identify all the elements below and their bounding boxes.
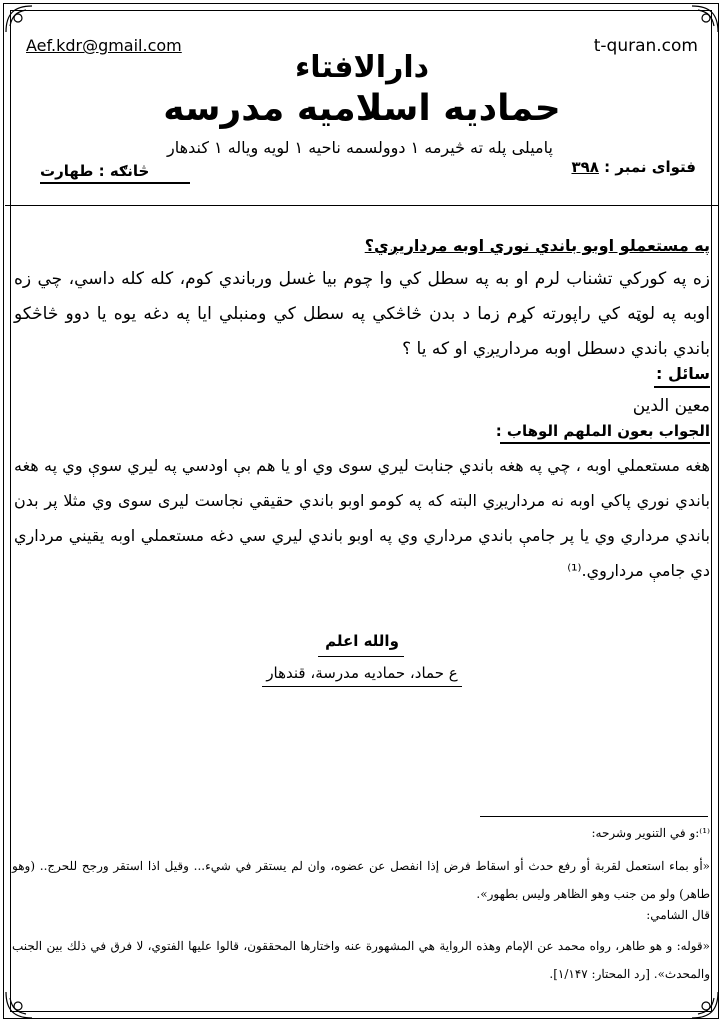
footnote-quote-2: «قوله: و هو طاهر، رواه محمد عن الإمام وهذه الرواية هي المشهورة عنه واختارها المحققون، قالوا عليها الفتوي، لا فرق في ذلك بين الجنب والمحدث». [رد المحتار: ۱/۱۴۷].	[12, 939, 710, 981]
question-title: په مستعملو اوبو باندي نوري اوبه مرداريږي؟	[364, 236, 710, 255]
asker-underline	[654, 386, 710, 388]
footnote-source-2: قال الشامي:	[646, 908, 710, 922]
email-address[interactable]: Aef.kdr@gmail.com	[26, 36, 182, 55]
footnote-quote-1: «أو بماء استعمل لقربة أو رفع حدث أو اسقاط فرض إذا انفصل عن عضوه، وان لم يستقر في شيء... وقيل اذا استقر ورجح للحرج.. (وهو طاهر) ولو من جنب وهو الظاهر وليس بطهور».	[12, 859, 710, 901]
corner-ornament-top-left	[4, 4, 34, 34]
footnote-divider	[480, 816, 708, 817]
fatwa-number-label: فتوای نمبر :	[604, 158, 696, 176]
section-underline	[40, 182, 190, 184]
signature-underline	[262, 686, 462, 687]
corner-ornament-top-right	[690, 4, 720, 34]
closing-phrase: والله اعلم	[325, 632, 399, 650]
question-body: زه په کورکي تشناب لرم او به په سطل کي وا چوم بيا غسل ورباندي کوم، کله کله داسي، چي زه اوبه په لوټه کي راپورته کړم زما د بدن څاڅکي په سطل کي ومنبلي ايا په دغه يوه يا دوو څاڅکو باندي باندي دسطل اوبه مرداريږي او که يا ؟	[14, 269, 710, 359]
answer-body: هغه مستعملي اوبه ، چي په هغه باندي جنابت ليري سوی وي او يا هم بې اودسي په ليري سوې وي په هغه باندي نوري پاکي اوبه نه مرداريږي البته که په کومو اوبو باندي حقيقي نجاست ليری سوی وي مثلا پر بدن باندي مرداري وي يا پر جامې باندي مرداري وي په اوبو باندي ليري سي دغه مستعملي اوبه يقيني مرداري دي جامې مرداروي.⁽¹⁾	[14, 456, 710, 580]
answer-underline	[500, 442, 710, 444]
fatwa-number: ۳۹۸	[571, 158, 599, 176]
corner-ornament-bottom-right	[690, 990, 720, 1020]
section-label: څانګه : طهارت	[40, 162, 150, 180]
corner-ornament-bottom-left	[4, 990, 34, 1020]
footnote-source-1: ⁽¹⁾:و في التنوير وشرحه:	[591, 826, 710, 840]
closing-underline	[318, 656, 404, 657]
signature-line: ع حماد، حماديه مدرسة، قندهار	[266, 664, 458, 682]
madrasa-name: حمادیه اسلامیه مدرسه	[163, 88, 561, 129]
asker-label: سائل :	[656, 364, 710, 383]
website-address[interactable]: t-quran.com	[593, 36, 698, 56]
institution-title: دارالافتاء	[294, 50, 430, 85]
madrasa-address: پامیلی پله ته څیرمه ۱ دوولسمه ناحیه ۱ لویه ویاله ۱ کندهار	[167, 138, 553, 157]
header-divider	[5, 205, 719, 206]
asker-name: معين الدين	[632, 396, 710, 416]
answer-heading: الجواب بعون الملهم الوهاب :	[495, 422, 710, 440]
fatwa-number-block	[571, 158, 696, 176]
